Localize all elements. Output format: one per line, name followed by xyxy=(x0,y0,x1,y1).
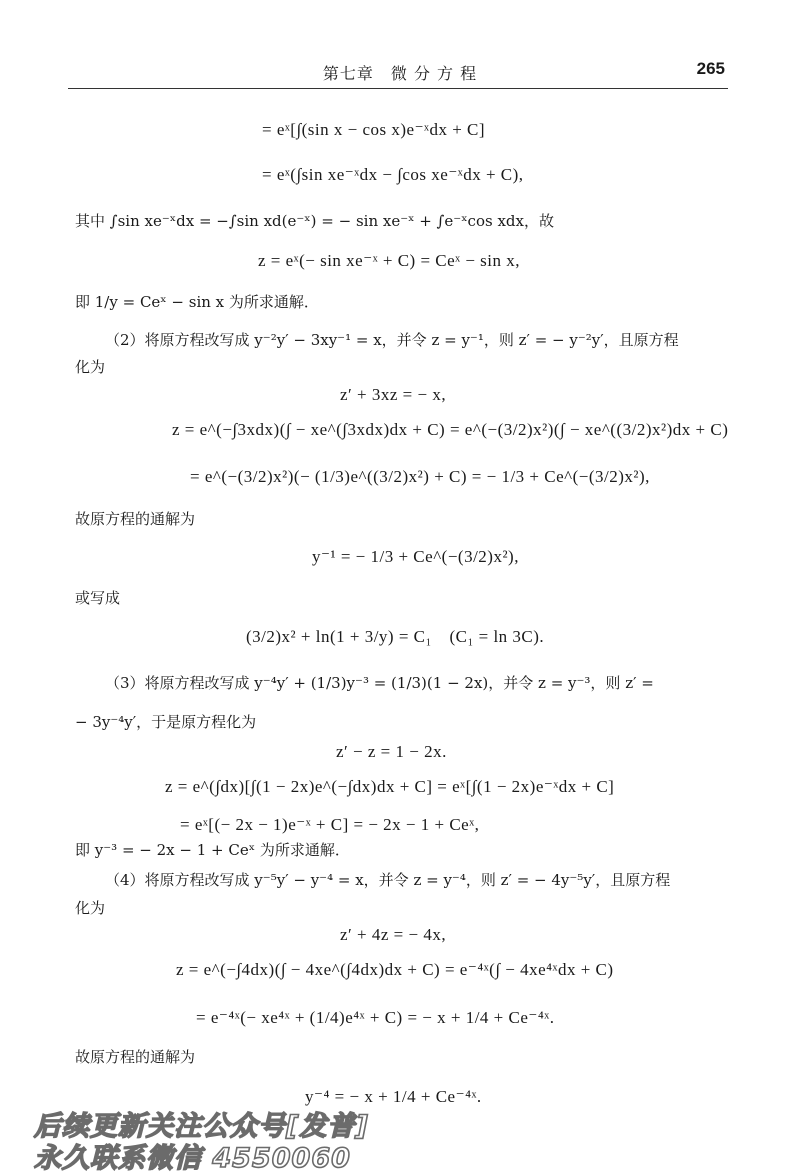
watermark-line-2: 永久联系微信 4550060 xyxy=(34,1143,351,1174)
equation-line: = e⁻⁴ˣ(− xe⁴ˣ + (1/4)e⁴ˣ + C) = − x + 1/4 + Ce⁻⁴ˣ. xyxy=(196,1008,555,1027)
header-rule xyxy=(68,88,728,89)
paragraph-line: （2）将原方程改写成 y⁻²y′ − 3xy⁻¹ = x，并令 z = y⁻¹，则 z′ = − y⁻²y′，且原方程 xyxy=(105,331,679,349)
equation-line: z = e^(−∫4dx)(∫ − 4xe^(∫4dx)dx + C) = e⁻⁴ˣ(∫ − 4xe⁴ˣdx + C) xyxy=(176,960,614,979)
equation-line: z = eˣ(− sin xe⁻ˣ + C) = Ceˣ − sin x, xyxy=(258,251,521,270)
equation-line: = eˣ[∫(sin x − cos x)e⁻ˣdx + C] xyxy=(262,120,486,139)
equation-line: y⁻⁴ = − x + 1/4 + Ce⁻⁴ˣ. xyxy=(305,1087,482,1106)
paragraph-line: （4）将原方程改写成 y⁻⁵y′ − y⁻⁴ = x，并令 z = y⁻⁴，则 z′ = − 4y⁻⁵y′，且原方程 xyxy=(105,871,671,889)
text-line: 故原方程的通解为 xyxy=(75,1048,196,1066)
text-line: 故原方程的通解为 xyxy=(75,510,196,528)
equation-line: (3/2)x² + ln(1 + 3/y) = C₁ (C₁ = ln 3C). xyxy=(246,627,545,646)
equation-line: z = e^(−∫3xdx)(∫ − xe^(∫3xdx)dx + C) = e^(−(3/2)x²)(∫ − xe^((3/2)x²)dx + C) xyxy=(172,420,729,439)
equation-line: = eˣ[(− 2x − 1)e⁻ˣ + C] = − 2x − 1 + Ceˣ, xyxy=(180,815,480,834)
text-line: 即 y⁻³ = − 2x − 1 + Ceˣ 为所求通解． xyxy=(75,841,350,859)
equation-line: = e^(−(3/2)x²)(− (1/3)e^((3/2)x²) + C) = − 1/3 + Ce^(−(3/2)x²), xyxy=(190,467,650,486)
text-line: 化为 xyxy=(75,899,106,917)
chapter-title: 第七章 微 分 方 程 xyxy=(322,64,478,83)
text-line: − 3y⁻⁴y′，于是原方程化为 xyxy=(75,713,257,731)
equation-line: = eˣ(∫sin xe⁻ˣdx − ∫cos xe⁻ˣdx + C), xyxy=(262,165,524,184)
text-line: 其中 ∫sin xe⁻ˣdx = −∫sin xd(e⁻ˣ) = − sin xe⁻ˣ + ∫e⁻ˣcos xdx，故 xyxy=(75,212,554,230)
equation-line: z = e^(∫dx)[∫(1 − 2x)e^(−∫dx)dx + C] = eˣ[∫(1 − 2x)e⁻ˣdx + C] xyxy=(165,777,615,796)
paragraph-line: （3）将原方程改写成 y⁻⁴y′ + (1/3)y⁻³ = (1/3)(1 − 2x)，并令 z = y⁻³，则 z′ = xyxy=(105,674,654,692)
equation-line: y⁻¹ = − 1/3 + Ce^(−(3/2)x²), xyxy=(312,547,519,566)
page-number: 265 xyxy=(696,59,725,78)
watermark-line-1: 后续更新关注公众号[发普] xyxy=(34,1111,369,1142)
equation-line: z′ − z = 1 − 2x. xyxy=(336,742,447,761)
equation-line: z′ + 3xz = − x, xyxy=(340,385,447,404)
text-line: 或写成 xyxy=(75,589,121,607)
equation-line: z′ + 4z = − 4x, xyxy=(340,925,447,944)
text-line: 即 1/y = Ceˣ − sin x 为所求通解． xyxy=(75,293,319,311)
text-line: 化为 xyxy=(75,358,106,376)
